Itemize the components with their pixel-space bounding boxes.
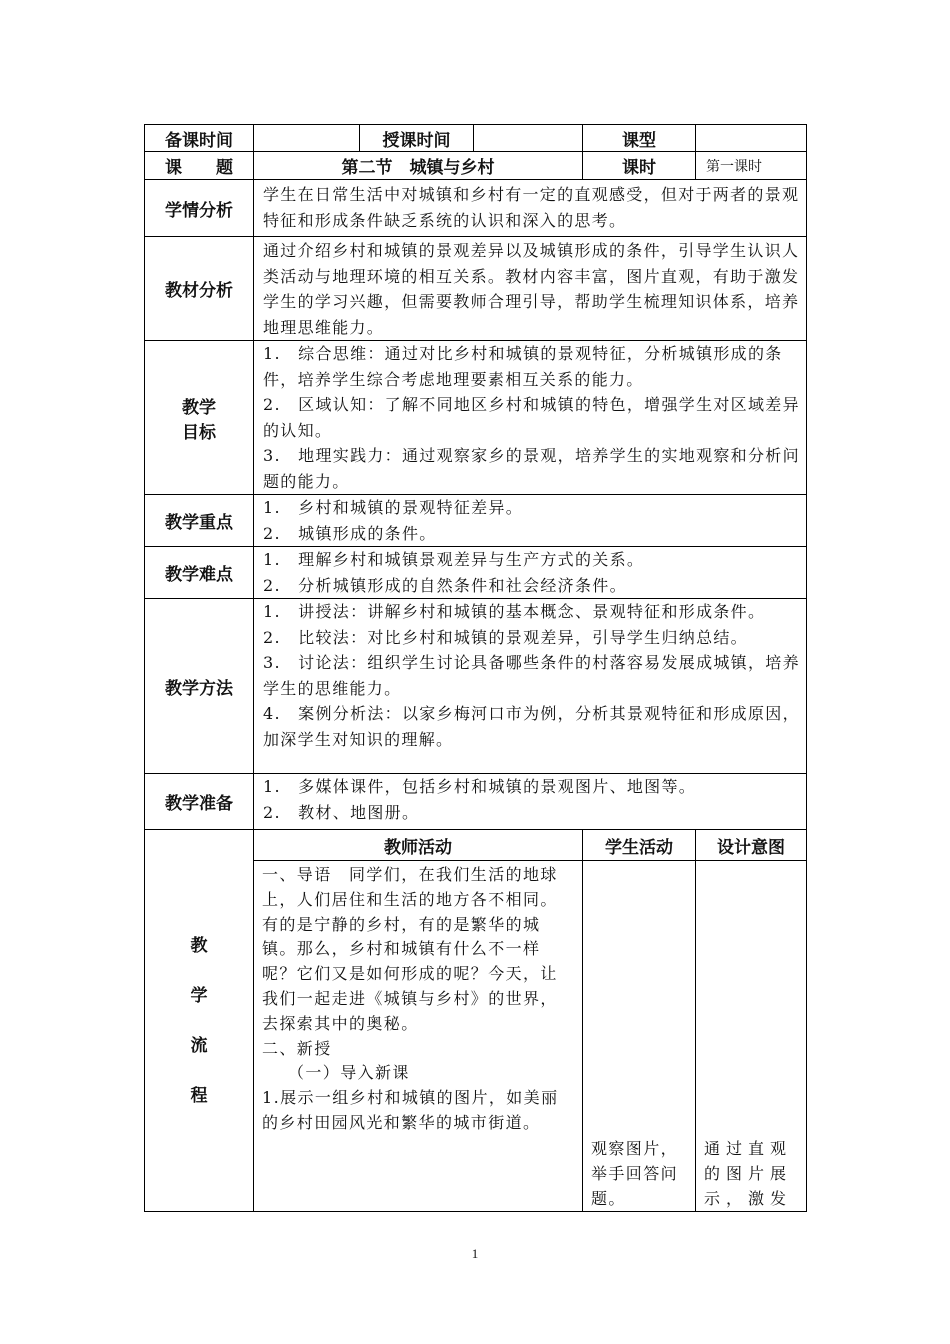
topic-value: 第二节 城镇与乡村: [254, 152, 583, 180]
prep-time-value: [254, 125, 360, 152]
teach-time-label: 授课时间: [360, 125, 474, 152]
preparation-item: 1. 多媒体课件，包括乡村和城镇的景观图片、地图等。: [263, 777, 697, 796]
key-points-label: 教学重点: [145, 495, 254, 547]
process-label: [145, 830, 254, 1212]
intent-step: 通过直观的图片展示，激发: [704, 1139, 793, 1208]
learner-analysis-text: 学生在日常生活中对城镇和乡村有一定的直观感受，但对于两者的景观特征和形成条件缺乏系统的认识和深入的思考。: [254, 180, 807, 237]
design-intent-header: 设计意图: [696, 830, 807, 861]
page-number: 1: [471, 1246, 479, 1261]
lesson-plan-table: [144, 124, 807, 1212]
method-item: 1. 讲授法：讲解乡村和城镇的基本概念、景观特征和形成条件。: [263, 602, 766, 621]
student-activity-cell: [583, 861, 696, 1212]
teacher-sub-heading: （一）导入新课: [288, 1063, 410, 1083]
preparation-label: 教学准备: [145, 774, 254, 830]
method-item: 4. 案例分析法：以家乡梅河口市为例，分析其景观特征和形成原因，加深学生对知识的理解。: [263, 704, 800, 749]
key-points-text: [254, 495, 807, 547]
process-label-char: 程: [190, 1085, 208, 1106]
key-point-item: 1. 乡村和城镇的景观特征差异。: [263, 498, 524, 517]
period-value: 第一课时: [696, 152, 807, 180]
teacher-step: 1.展示一组乡村和城镇的图片，如美丽的乡村田园风光和繁华的城市街道。: [262, 1088, 559, 1132]
key-point-item: 2. 城镇形成的条件。: [263, 523, 437, 543]
methods-label: 教学方法: [145, 599, 254, 774]
method-item: 3. 讨论法：组织学生讨论具备哪些条件的村落容易发展成城镇，培养学生的思维能力。: [263, 653, 800, 698]
difficulties-label: 教学难点: [145, 547, 254, 599]
preparation-text: [254, 774, 807, 830]
objectives-label-line1: 教学: [182, 397, 216, 418]
learner-analysis-label: 学情分析: [145, 180, 254, 237]
objective-item: 3. 地理实践力：通过观察家乡的景观，培养学生的实地观察和分析问题的能力。: [263, 446, 800, 491]
teacher-new-lesson: 二、新授: [262, 1038, 332, 1058]
material-analysis-label: 教材分析: [145, 237, 254, 341]
lesson-type-label: 课型: [583, 125, 696, 152]
period-label: 课时: [583, 152, 696, 180]
preparation-item: 2. 教材、地图册。: [263, 802, 420, 822]
objectives-label: [145, 341, 254, 495]
difficulties-text: [254, 547, 807, 599]
student-activity-header: 学生活动: [583, 830, 696, 861]
material-analysis-text: 通过介绍乡村和城镇的景观差异以及城镇形成的条件，引导学生认识人类活动与地理环境的相互关系。教材内容丰富，图片直观，有助于激发学生的学习兴趣，但需要教师合理引导，帮助学生梳理知识体系，培养地理思维能力。: [254, 237, 807, 341]
objectives-text: [254, 341, 807, 495]
student-step: 观察图片，举手回答问题。: [591, 1139, 679, 1208]
difficulty-item: 1. 理解乡村和城镇景观差异与生产方式的关系。: [263, 550, 645, 569]
process-label-char: 教: [190, 935, 208, 956]
process-label-char: 学: [190, 985, 208, 1006]
topic-label: 课 题: [145, 152, 254, 180]
prep-time-label: 备课时间: [145, 125, 254, 152]
teacher-activity-header: 教师活动: [254, 830, 583, 861]
objectives-label-line2: 目标: [182, 422, 216, 443]
methods-text: [254, 599, 807, 774]
method-item: 2. 比较法：对比乡村和城镇的景观差异，引导学生归纳总结。: [263, 627, 748, 647]
lesson-type-value: [696, 125, 807, 152]
teacher-intro: 一、导语 同学们，在我们生活的地球上，人们居住和生活的地方各不相同。有的是宁静的乡村，有的是繁华的城镇。那么，乡村和城镇有什么不一样呢？它们又是如何形成的呢？今天，让我们一起走进《城镇与乡村》的世界，去探索其中的奥秘。: [262, 865, 558, 1033]
teacher-activity-cell: [254, 861, 583, 1212]
objective-item: 2. 区域认知：了解不同地区乡村和城镇的特色，增强学生对区域差异的认知。: [263, 395, 800, 440]
teach-time-value: [474, 125, 583, 152]
design-intent-cell: [696, 861, 807, 1212]
process-label-char: 流: [190, 1035, 208, 1056]
objective-item: 1. 综合思维：通过对比乡村和城镇的景观特征，分析城镇形成的条件，培养学生综合考虑地理要素相互关系的能力。: [263, 344, 783, 389]
difficulty-item: 2. 分析城镇形成的自然条件和社会经济条件。: [263, 575, 627, 595]
